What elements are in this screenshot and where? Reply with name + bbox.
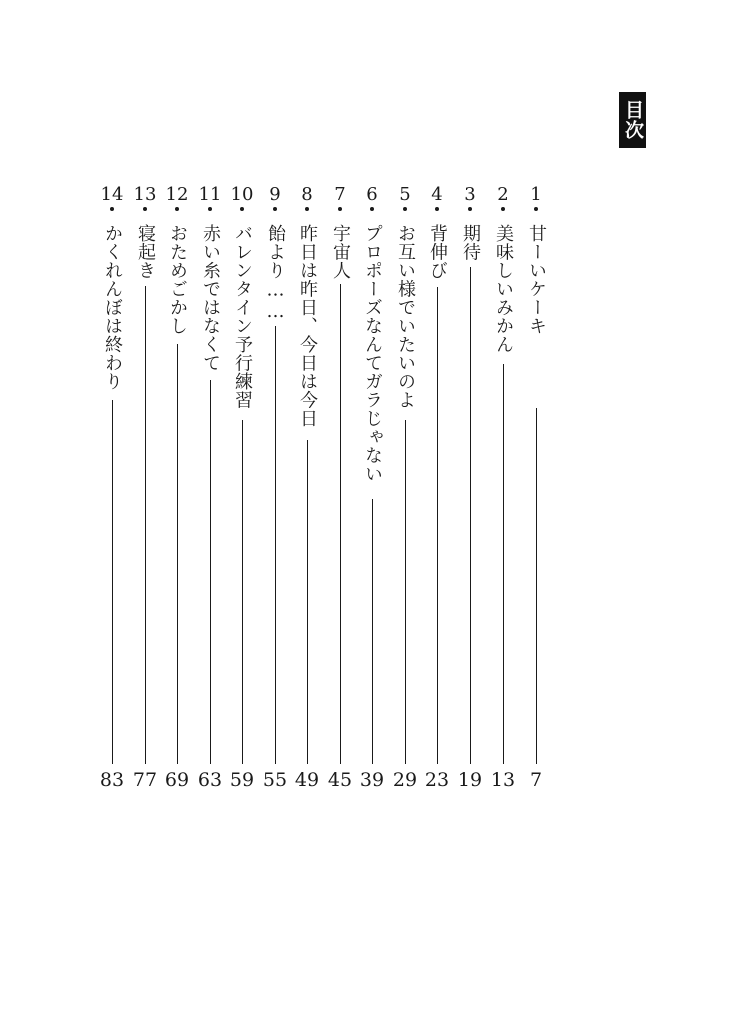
- number-dot: [143, 207, 147, 211]
- toc-entry-title: 赤い糸ではなくて: [200, 224, 221, 372]
- number-dot: [240, 207, 244, 211]
- toc-entry-title: お互い様でいたいのよ: [395, 224, 416, 409]
- leader-line: [275, 326, 276, 764]
- toc-entry-page: 59: [229, 769, 255, 791]
- toc-entry-12[interactable]: [162, 184, 192, 794]
- toc-entry-title: 美味しいみかん: [493, 224, 514, 354]
- toc-entry-page: 23: [424, 769, 450, 791]
- toc-entry-13[interactable]: [130, 184, 160, 794]
- toc-entry-2[interactable]: [488, 184, 518, 794]
- toc-entry-number: 11: [198, 184, 222, 205]
- toc-entry-title: 昨日は昨日、今日は今日: [297, 224, 318, 428]
- leader-line: [503, 364, 504, 764]
- toc-entry-6[interactable]: [357, 184, 387, 794]
- toc-entry-page: 13: [490, 769, 516, 791]
- number-dot: [501, 207, 505, 211]
- leader-line: [372, 499, 373, 764]
- toc-entry-1[interactable]: [521, 184, 551, 794]
- leader-line: [112, 400, 113, 764]
- toc-entry-number: 14: [100, 184, 124, 205]
- toc-entry-page: 19: [457, 769, 483, 791]
- toc-entry-page: 45: [327, 769, 353, 791]
- toc-entry-14[interactable]: [97, 184, 127, 794]
- number-dot: [338, 207, 342, 211]
- number-dot: [370, 207, 374, 211]
- toc-entry-title: 飴より……: [265, 224, 286, 323]
- page-title: 目次: [619, 92, 646, 148]
- toc-entry-page: 69: [164, 769, 190, 791]
- leader-line: [470, 267, 471, 764]
- toc-entry-number: 8: [301, 184, 313, 205]
- leader-line: [437, 287, 438, 764]
- toc-entry-8[interactable]: [292, 184, 322, 794]
- toc-entry-number: 1: [530, 184, 542, 205]
- toc-entry-page: 7: [529, 769, 543, 791]
- toc-entry-page: 29: [392, 769, 418, 791]
- toc-entry-number: 13: [133, 184, 157, 205]
- toc-entry-title: おためごかし: [167, 224, 188, 335]
- toc-entry-10[interactable]: [227, 184, 257, 794]
- toc-entry-title: 期待: [460, 224, 481, 261]
- leader-line: [536, 408, 537, 764]
- toc-entry-page: 39: [359, 769, 385, 791]
- toc-entry-3[interactable]: [455, 184, 485, 794]
- toc-entry-title: 宇宙人: [330, 224, 351, 280]
- toc-entry-title: 背伸び: [427, 224, 448, 280]
- number-dot: [175, 207, 179, 211]
- number-dot: [208, 207, 212, 211]
- toc-entry-number: 7: [334, 184, 346, 205]
- toc-entry-title: バレンタイン予行練習: [232, 224, 253, 409]
- toc-entry-title: 甘ーいケーキ: [526, 224, 547, 335]
- toc-entry-7[interactable]: [325, 184, 355, 794]
- toc-entry-number: 4: [431, 184, 443, 205]
- toc-entry-11[interactable]: [195, 184, 225, 794]
- number-dot: [403, 207, 407, 211]
- toc-entry-title: 寝起き: [135, 224, 156, 280]
- leader-line: [242, 420, 243, 764]
- toc-entry-number: 5: [399, 184, 411, 205]
- number-dot: [534, 207, 538, 211]
- leader-line: [340, 284, 341, 764]
- toc-entry-page: 49: [294, 769, 320, 791]
- toc-entry-title: かくれんぼは終わり: [102, 224, 123, 391]
- toc-entry-number: 3: [464, 184, 476, 205]
- toc-entry-number: 6: [366, 184, 378, 205]
- toc-entry-number: 10: [230, 184, 254, 205]
- toc-entry-number: 12: [165, 184, 189, 205]
- toc-entry-number: 9: [269, 184, 281, 205]
- toc-entry-number: 2: [497, 184, 509, 205]
- toc-entry-9[interactable]: [260, 184, 290, 794]
- leader-line: [307, 440, 308, 764]
- toc-entry-title: プロポーズなんてガラじゃない: [362, 224, 383, 483]
- toc-entry-4[interactable]: [422, 184, 452, 794]
- number-dot: [305, 207, 309, 211]
- leader-line: [177, 344, 178, 764]
- number-dot: [110, 207, 114, 211]
- toc-entry-page: 55: [262, 769, 288, 791]
- number-dot: [273, 207, 277, 211]
- leader-line: [405, 420, 406, 764]
- toc-entry-page: 63: [197, 769, 223, 791]
- toc-entry-5[interactable]: [390, 184, 420, 794]
- number-dot: [435, 207, 439, 211]
- number-dot: [468, 207, 472, 211]
- toc-entry-page: 77: [132, 769, 158, 791]
- toc-entry-page: 83: [99, 769, 125, 791]
- leader-line: [210, 380, 211, 764]
- leader-line: [145, 286, 146, 764]
